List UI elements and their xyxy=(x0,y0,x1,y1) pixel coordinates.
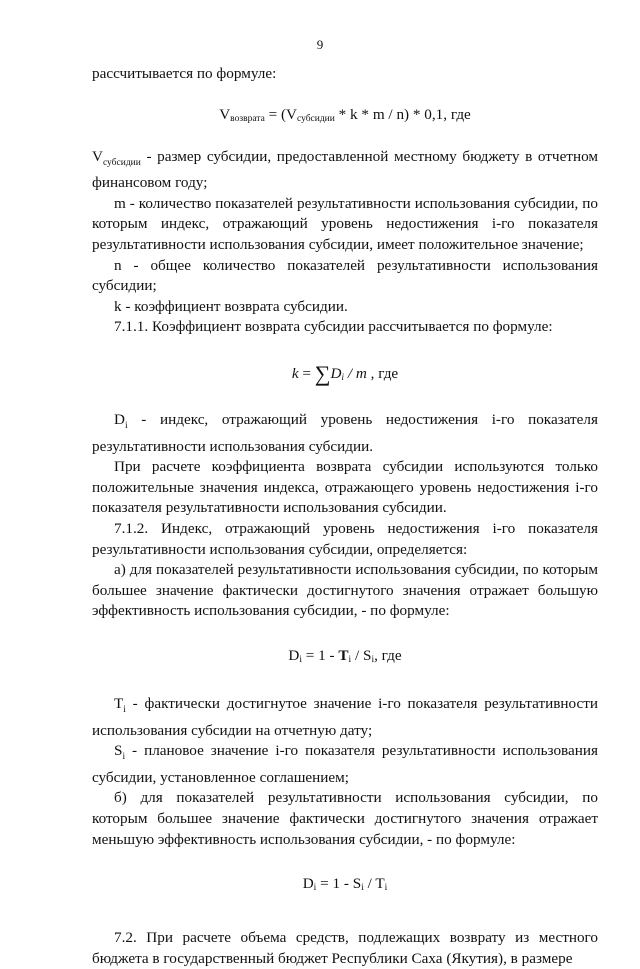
paragraph-a: а) для показателей результативности использования субсидии, по которым большее значение фактически достигнутого значения отражает большую эффективность использования субсидии, - по формуле: xyxy=(92,561,598,620)
page-number: 9 xyxy=(316,37,324,52)
paragraph-7-1-1: 7.1.1. Коэффициент возврата субсидии рассчитывается по формуле: xyxy=(114,318,553,336)
formula-index-a: $D_i = 1 - T_i / S_i$, где xyxy=(288,646,402,665)
definition-t: $T_i$ - фактически достигнутое значение i-го показателя результативности использования субсидии на отчетную дату; xyxy=(92,694,598,739)
definition-k: k - коэффициент возврата субсидии. xyxy=(114,297,348,315)
definition-m: m - количество показателей результативности использования субсидии, по которым индекс, отражающий уровень недостижения i-го показателя результативности использования субсидии, имеет положительное значение; xyxy=(92,194,598,253)
formula-index-b: $D_i = 1 - S_i / T_i$ xyxy=(302,875,388,894)
definition-v-subsidy: $V_{субсидии}$ - размер субсидии, предоставленной местному бюджету в отчетном финансовом году; xyxy=(92,147,598,192)
definition-s: $S_i$ - плановое значение i-го показателя результативности использования субсидии, установленное соглашением; xyxy=(92,742,598,786)
paragraph-7-2: 7.2. При расчете объема средств, подлежащих возврату из местного бюджета в государственный бюджет Республики Саха (Якутия), в размере xyxy=(92,929,598,967)
document-body xyxy=(92,64,598,969)
intro-line: рассчитывается по формуле: xyxy=(92,65,277,82)
definition-d: $D_i$ - индекс, отражающий уровень недостижения i-го показателя результативности использования субсидии. xyxy=(92,410,598,455)
paragraph-positive-values: При расчете коэффициента возврата субсидии используются только положительные значения индекса, отражающего уровень недостижения i-го показателя результативности использования субсидии. xyxy=(92,458,598,517)
formula-coefficient-k: $k = \sum D_i / m$ , где xyxy=(291,360,399,386)
paragraph-7-1-2: 7.1.2. Индекс, отражающий уровень недостижения i-го показателя результативности использования субсидии, определяется: xyxy=(92,519,598,558)
definition-n: n - общее количество показателей результативности использования субсидии; xyxy=(92,256,598,295)
formula-refund-volume: $V_{возврата} = (V_{субсидии} * k * m / n) * 0,1$, где xyxy=(219,105,471,124)
paragraph-b: б) для показателей результативности использования субсидии, по которым большее значение фактически достигнутого значения отражает меньшую эффективность использования субсидии, - по формуле: xyxy=(92,789,598,848)
